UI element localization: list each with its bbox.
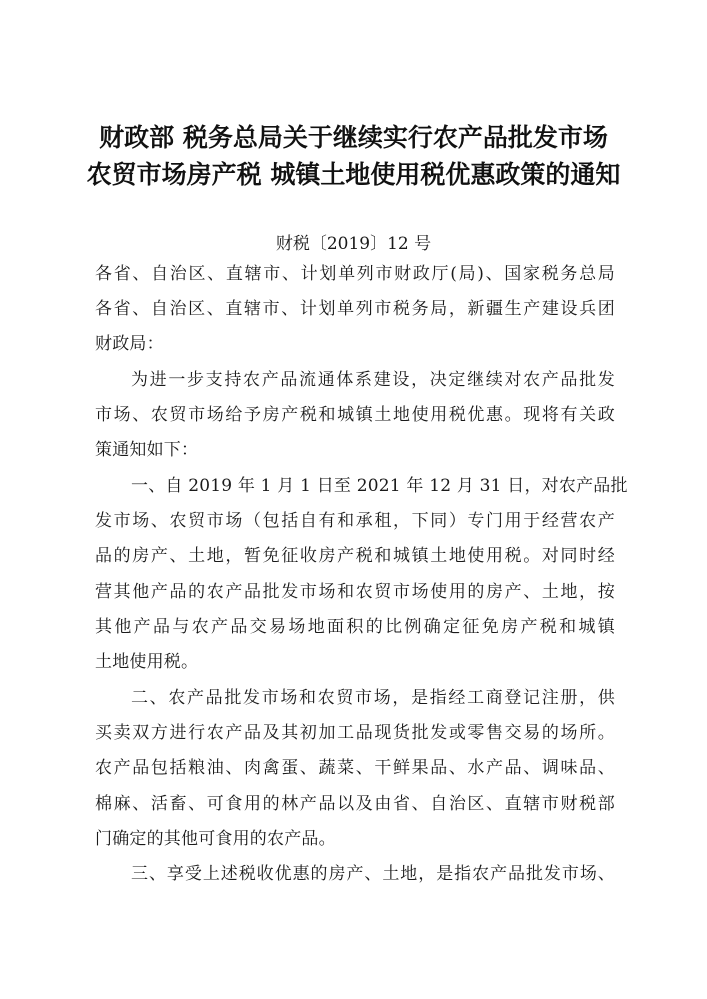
clause-1-line: 其他产品与农产品交易场地面积的比例确定征免房产税和城镇 [95, 617, 615, 637]
clause-1-line: 营其他产品的农产品批发市场和农贸市场使用的房产、土地，按 [95, 582, 615, 602]
document-title-line-2: 农贸市场房产税 城镇土地使用税优惠政策的通知 [86, 160, 621, 189]
clause-2-line: 棉麻、活畜、可食用的林产品以及由省、自治区、直辖市财税部 [95, 794, 615, 814]
intro-line: 为进一步支持农产品流通体系建设，决定继续对农产品批发 [131, 370, 615, 390]
clause-3-line: 三、享受上述税收优惠的房产、土地，是指农产品批发市场、 [131, 864, 615, 884]
clause-2-line: 农产品包括粮油、肉禽蛋、蔬菜、干鲜果品、水产品、调味品、 [95, 758, 615, 778]
clause-2-line: 门确定的其他可食用的农产品。 [95, 829, 336, 849]
clause-2-line: 二、农产品批发市场和农贸市场，是指经工商登记注册，供 [131, 688, 615, 708]
recipients-line: 财政局： [95, 334, 164, 354]
recipients-line: 各省、自治区、直辖市、计划单列市税务局，新疆生产建设兵团 [95, 299, 615, 319]
clause-2-line: 买卖双方进行农产品及其初加工品现货批发或零售交易的场所。 [95, 723, 615, 743]
clause-1-line: 土地使用税。 [95, 652, 199, 672]
intro-line: 策通知如下： [95, 440, 199, 460]
document-title-line-1: 财政部 税务总局关于继续实行农产品批发市场 [99, 123, 608, 152]
intro-line: 市场、农贸市场给予房产税和城镇土地使用税优惠。现将有关政 [95, 405, 615, 425]
clause-1-line: 一、自 2019 年 1 月 1 日至 2021 年 12 月 31 日，对农产品批 [131, 476, 628, 496]
recipients-line: 各省、自治区、直辖市、计划单列市财政厅(局)、国家税务总局 [95, 264, 615, 284]
clause-1-line: 品的房产、土地，暂免征收房产税和城镇土地使用税。对同时经 [95, 546, 615, 566]
document-number: 财税〔2019〕12 号 [275, 234, 432, 254]
clause-1-line: 发市场、农贸市场（包括自有和承租，下同）专门用于经营农产 [95, 511, 615, 531]
